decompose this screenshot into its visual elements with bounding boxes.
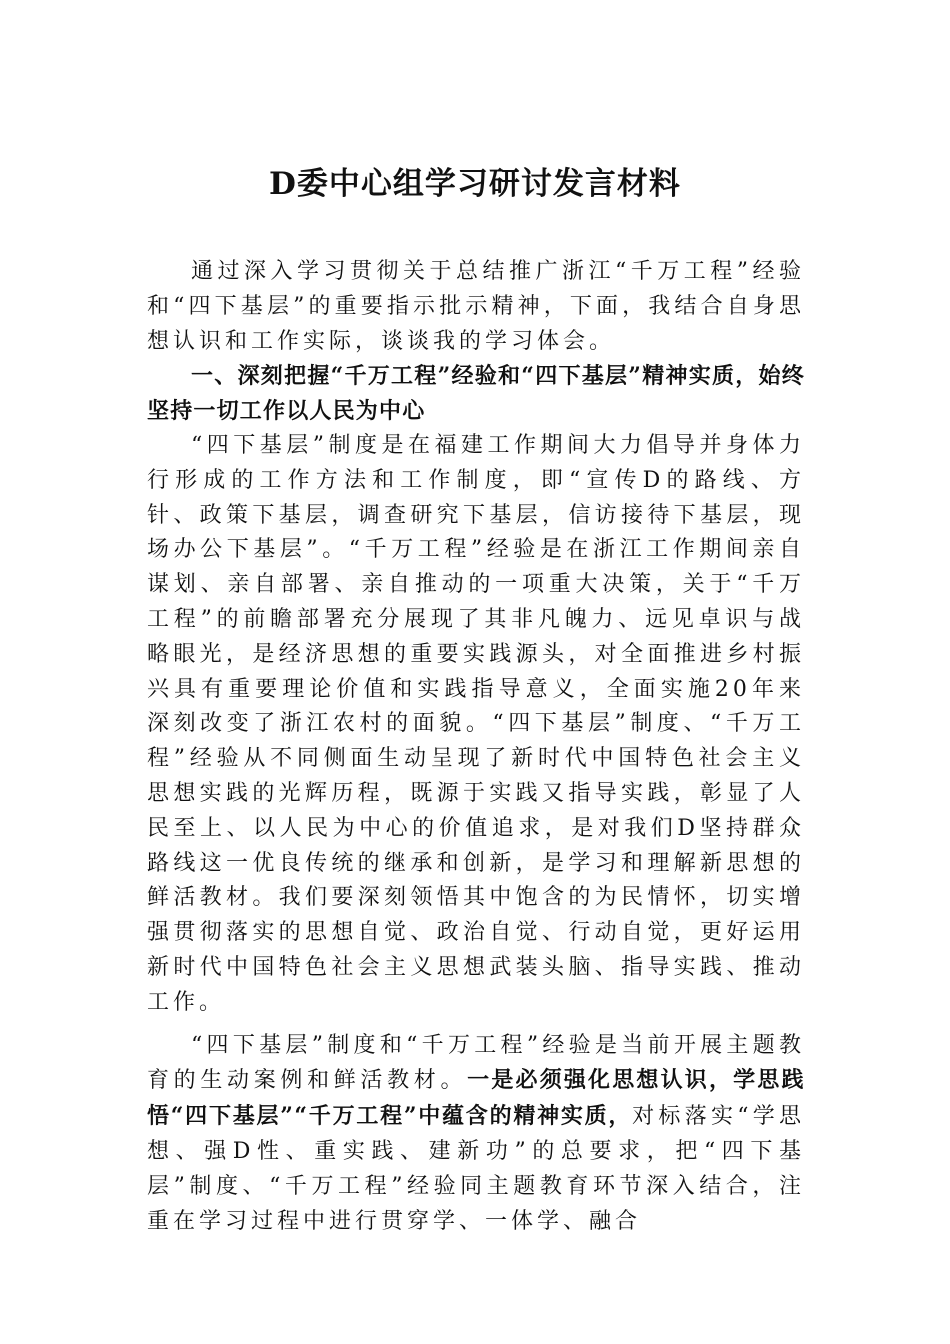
body-paragraph-1: “四下基层”制度是在福建工作期间大力倡导并身体力行形成的工作方法和工作制度，即“宣传D的路线、方针、政策下基层，调查研究下基层，信访接待下基层，现场办公下基层”。“千万工程”经验是在浙江工作期间亲自谋划、亲自部署、亲自推动的一项重大决策，关于“千万工程”的前瞻部署充分展现了其非凡魄力、远见卓识与战略眼光，是经济思想的重要实践源头，对全面推进乡村振兴具有重要理论价值和实践指导意义，全面实施20年来深刻改变了浙江农村的面貌。“四下基层”制度、“千万工程”经验从不同侧面生动呈现了新时代中国特色社会主义思想实践的光辉历程，既源于实践又指导实践，彰显了人民至上、以人民为中心的价值追求，是对我们D坚持群众路线这一优良传统的继承和创新，是学习和理解新思想的鲜活教材。我们要深刻领悟其中饱含的为民情怀，切实增强贯彻落实的思想自觉、政治自觉、行动自觉，更好运用新时代中国特色社会主义思想武装头脑、指导实践、推动工作。 xyxy=(147,432,805,1015)
paragraph-2-bold-point: 一是必须强化思想认识，学思践悟“四下基层”“千万工程”中蕴含的精神实质， xyxy=(147,1067,805,1130)
section-heading: 一、深刻把握“千万工程”经验和“四下基层”精神实质，始终坚持一切工作以人民为中心 xyxy=(147,363,805,425)
body-paragraph-2 xyxy=(147,1029,805,1240)
paragraph-2-continuation: 对标落实“学思想、强D性、重实践、建新功”的总要求，把“四下基层”制度、“千万工程”经验同主题教育环节深入结合，注重在学习过程中进行贯穿学、一体学、融合 xyxy=(147,1104,806,1234)
document-title: D委中心组学习研讨发言材料 xyxy=(269,166,681,202)
paragraph-2-lead-text: “四下基层”制度和“千万工程”经验是当前开展主题教育的生动案例和鲜活教材。 xyxy=(147,1032,805,1094)
intro-paragraph: 通过深入学习贯彻关于总结推广浙江“千万工程”经验和“四下基层”的重要指示批示精神，下面，我结合自身思想认识和工作实际，谈谈我的学习体会。 xyxy=(147,259,805,354)
document-body xyxy=(147,255,805,1239)
